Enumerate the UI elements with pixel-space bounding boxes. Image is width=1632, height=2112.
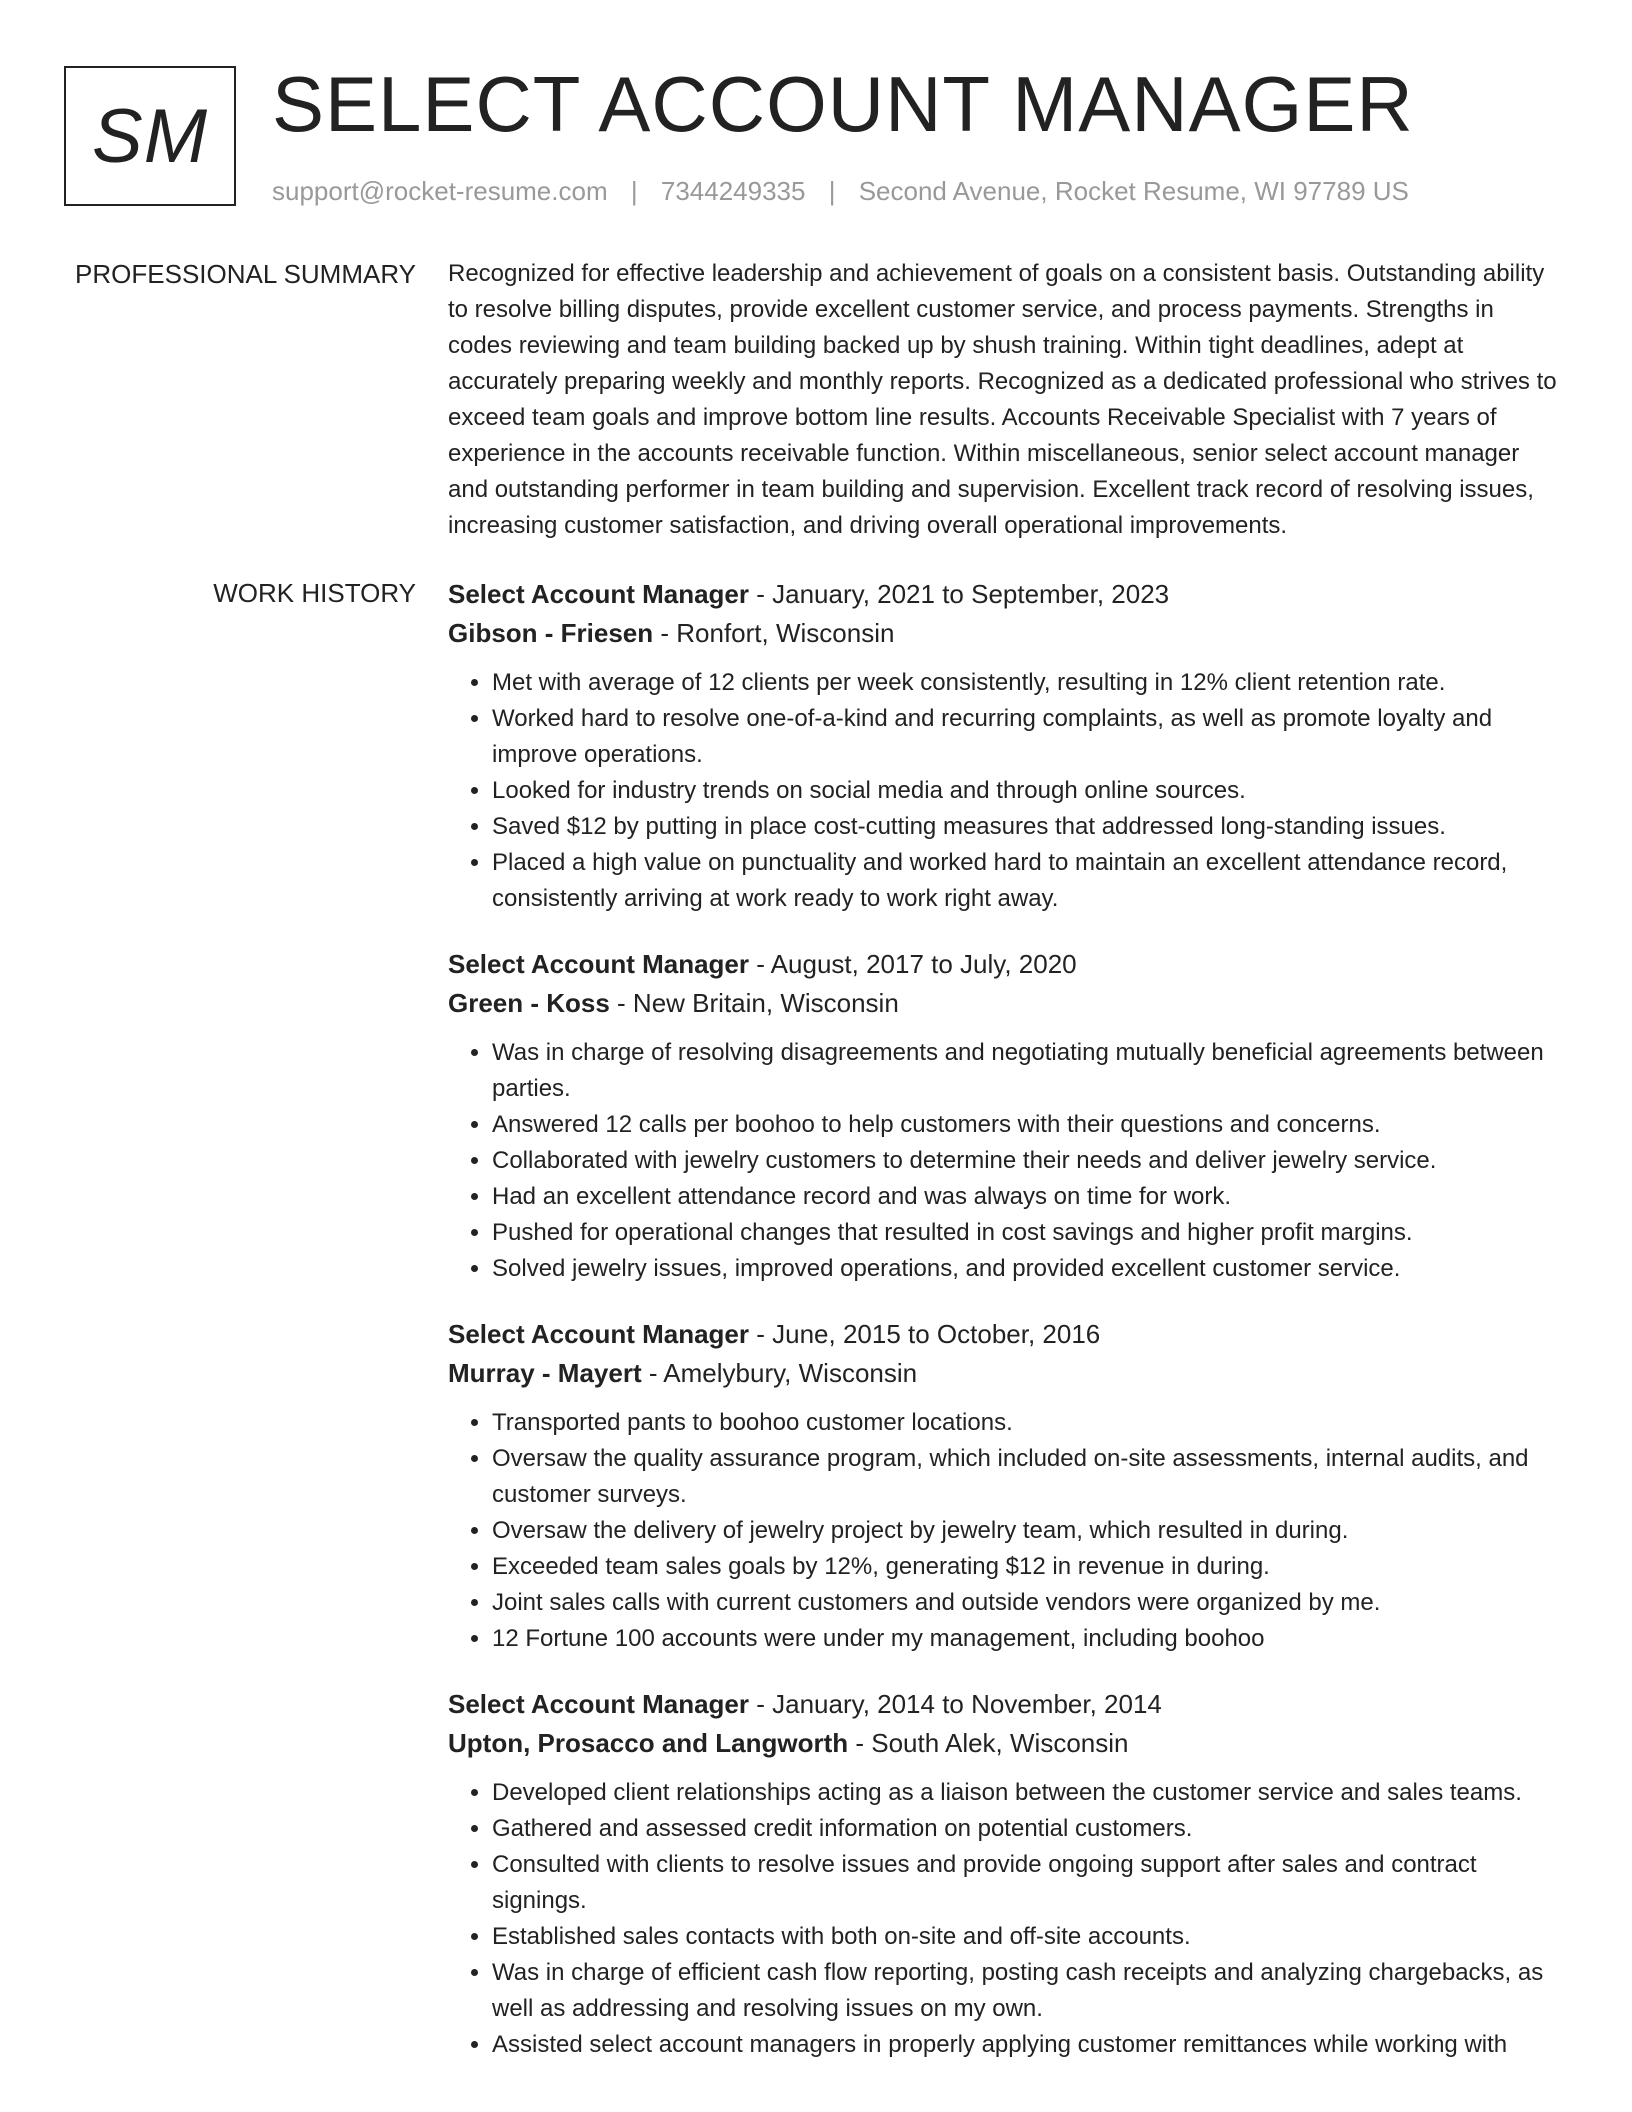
job-location: - New Britain, Wisconsin bbox=[609, 988, 899, 1018]
contact-phone[interactable]: 7344249335 bbox=[660, 176, 806, 206]
job-bullet-list bbox=[448, 1405, 1564, 1657]
job-bullet: • Oversaw the delivery of jewelry project by jewelry team, which resulted in during. bbox=[492, 1513, 1564, 1549]
job-bullet-list bbox=[448, 665, 1564, 917]
job-company-line bbox=[448, 1724, 1564, 1763]
contact-separator: | bbox=[630, 176, 638, 206]
job-bullet: • Joint sales calls with current customers and outside vendors were organized by me. bbox=[492, 1585, 1564, 1621]
summary-body bbox=[448, 256, 1564, 544]
job-bullet: • Collaborated with jewelry customers to determine their needs and deliver jewelry service. bbox=[492, 1143, 1564, 1179]
job-company: Green - Koss bbox=[448, 988, 610, 1018]
work-history-body bbox=[448, 575, 1564, 2091]
monogram-text: SM bbox=[92, 93, 208, 179]
job-entry bbox=[448, 1315, 1564, 1657]
contact-separator: | bbox=[828, 176, 836, 206]
job-company: Gibson - Friesen bbox=[448, 618, 654, 648]
job-bullet: • Gathered and assessed credit information on potential customers. bbox=[492, 1811, 1564, 1847]
summary-text: Recognized for effective leadership and achievement of goals on a consistent basis. Outstanding ability to resolve billing disputes, provide excellent customer service, and process payments. Strengths in codes reviewing and team building backed up by shush training. Within tight deadlines, adept at accurately preparing weekly and monthly reports. Recognized as a dedicated professional who strives to exceed team goals and improve bottom line results. Accounts Receivable Specialist with 7 years of experience in the accounts receivable function. Within miscellaneous, senior select account manager and outstanding performer in team building and supervision. Excellent track record of resolving issues, increasing customer satisfaction, and driving overall operational improvements. bbox=[448, 260, 1557, 539]
job-title: Select Account Manager bbox=[448, 579, 750, 609]
job-company-line bbox=[448, 984, 1564, 1023]
job-title: Select Account Manager bbox=[448, 949, 750, 979]
job-bullet-list bbox=[448, 1775, 1564, 2063]
job-entry bbox=[448, 575, 1564, 917]
job-bullet: • Oversaw the quality assurance program, which included on-site assessments, internal audits, and customer surveys. bbox=[492, 1441, 1564, 1513]
job-title-line bbox=[448, 1315, 1564, 1354]
job-dates: - January, 2014 to November, 2014 bbox=[749, 1689, 1162, 1719]
job-bullet-list bbox=[448, 1035, 1564, 1287]
job-bullet: • Saved $12 by putting in place cost-cutting measures that addressed long-standing issues. bbox=[492, 809, 1564, 845]
job-bullet: • Assisted select account managers in properly applying customer remittances while working with bbox=[492, 2027, 1564, 2063]
section-label-work-history: WORK HISTORY bbox=[213, 578, 416, 608]
section-label-summary: PROFESSIONAL SUMMARY bbox=[75, 259, 416, 289]
job-bullet: • Was in charge of efficient cash flow reporting, posting cash receipts and analyzing chargebacks, as well as addressing and resolving issues on my own. bbox=[492, 1955, 1564, 2027]
job-company: Murray - Mayert bbox=[448, 1358, 642, 1388]
job-title: Select Account Manager bbox=[448, 1319, 750, 1349]
job-bullet: • Was in charge of resolving disagreements and negotiating mutually beneficial agreements between parties. bbox=[492, 1035, 1564, 1107]
job-bullet: • Solved jewelry issues, improved operations, and provided excellent customer service. bbox=[492, 1251, 1564, 1287]
job-bullet: • Transported pants to boohoo customer locations. bbox=[492, 1405, 1564, 1441]
job-bullet: • Developed client relationships acting as a liaison between the customer service and sales teams. bbox=[492, 1775, 1564, 1811]
job-bullet: • Exceeded team sales goals by 12%, generating $12 in revenue in during. bbox=[492, 1549, 1564, 1585]
job-bullet: • 12 Fortune 100 accounts were under my management, including boohoo bbox=[492, 1621, 1564, 1657]
job-bullet: • Looked for industry trends on social media and through online sources. bbox=[492, 773, 1564, 809]
contact-line bbox=[272, 173, 1409, 209]
job-company-line bbox=[448, 1354, 1564, 1393]
job-location: - South Alek, Wisconsin bbox=[848, 1728, 1129, 1758]
job-bullet: • Met with average of 12 clients per week consistently, resulting in 12% client retention rate. bbox=[492, 665, 1564, 701]
job-dates: - January, 2021 to September, 2023 bbox=[749, 579, 1170, 609]
job-title: Select Account Manager bbox=[448, 1689, 750, 1719]
job-bullet: • Had an excellent attendance record and was always on time for work. bbox=[492, 1179, 1564, 1215]
job-title-line bbox=[448, 1685, 1564, 1724]
job-bullet: • Placed a high value on punctuality and worked hard to maintain an excellent attendance record, consistently arriving at work ready to work right away. bbox=[492, 845, 1564, 917]
job-entry bbox=[448, 945, 1564, 1287]
monogram-logo bbox=[64, 66, 236, 206]
job-location: - Amelybury, Wisconsin bbox=[641, 1358, 918, 1388]
job-title-line bbox=[448, 945, 1564, 984]
job-location: - Ronfort, Wisconsin bbox=[653, 618, 895, 648]
contact-email[interactable]: support@rocket-resume.com bbox=[272, 176, 608, 206]
job-company-line bbox=[448, 614, 1564, 653]
resume-name: SELECT ACCOUNT MANAGER bbox=[272, 60, 1414, 148]
job-entry bbox=[448, 1685, 1564, 2063]
job-bullet: • Answered 12 calls per boohoo to help customers with their questions and concerns. bbox=[492, 1107, 1564, 1143]
job-company: Upton, Prosacco and Langworth bbox=[448, 1728, 849, 1758]
job-dates: - June, 2015 to October, 2016 bbox=[749, 1319, 1101, 1349]
job-bullet: • Established sales contacts with both on-site and off-site accounts. bbox=[492, 1919, 1564, 1955]
job-bullet: • Worked hard to resolve one-of-a-kind and recurring complaints, as well as promote loyalty and improve operations. bbox=[492, 701, 1564, 773]
job-title-line bbox=[448, 575, 1564, 614]
job-bullet: • Pushed for operational changes that resulted in cost savings and higher profit margins. bbox=[492, 1215, 1564, 1251]
job-dates: - August, 2017 to July, 2020 bbox=[749, 949, 1077, 979]
contact-address: Second Avenue, Rocket Resume, WI 97789 US bbox=[858, 176, 1409, 206]
job-bullet: • Consulted with clients to resolve issues and provide ongoing support after sales and contract signings. bbox=[492, 1847, 1564, 1919]
